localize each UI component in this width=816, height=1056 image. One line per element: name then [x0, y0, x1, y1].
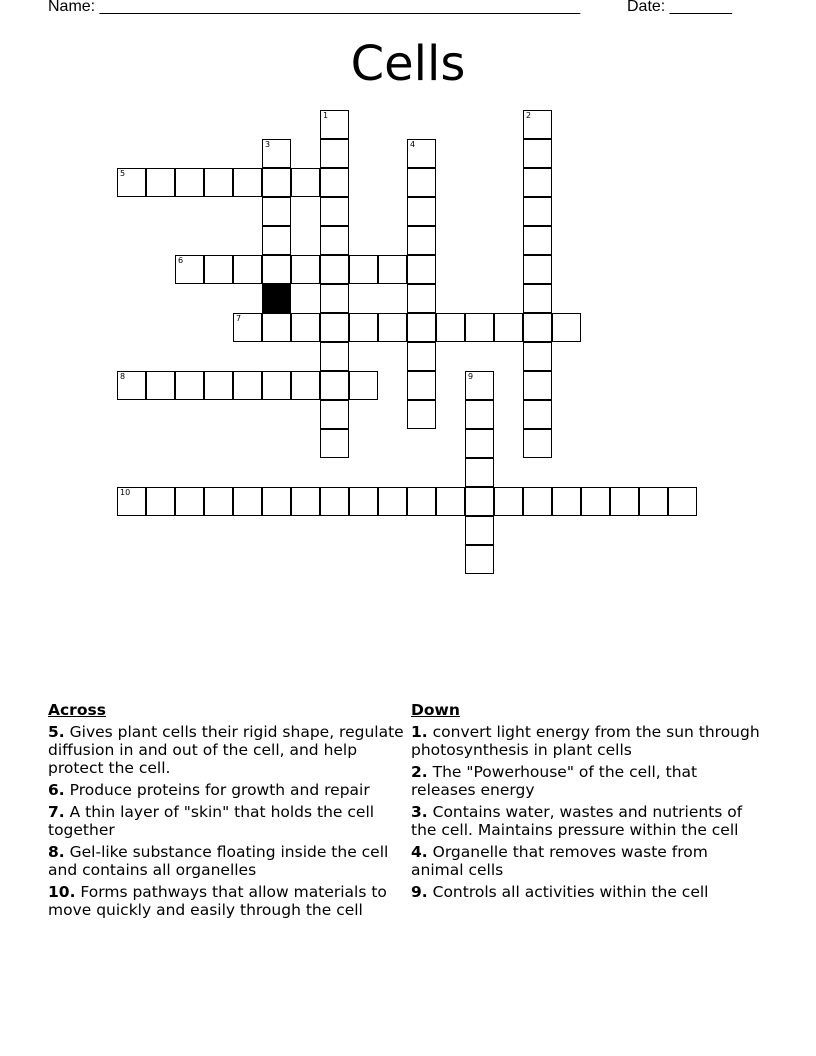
grid-cell[interactable]	[117, 371, 146, 400]
grid-cell[interactable]	[262, 255, 291, 284]
cell-number: 2	[526, 111, 532, 120]
grid-cell[interactable]	[175, 371, 204, 400]
clue-number: 3.	[411, 803, 428, 821]
grid-cell[interactable]	[233, 255, 262, 284]
clue-across-7	[48, 803, 404, 839]
grid-cell[interactable]	[639, 487, 668, 516]
grid-cell[interactable]	[610, 487, 639, 516]
grid-cell[interactable]	[175, 487, 204, 516]
grid-cell[interactable]	[320, 313, 349, 342]
down-clues	[411, 700, 761, 905]
grid-cell[interactable]	[465, 400, 494, 429]
clue-down-9	[411, 883, 761, 901]
grid-cell[interactable]	[320, 371, 349, 400]
grid-cell[interactable]	[320, 255, 349, 284]
clue-text: Gel-like substance floating inside the cell and contains all organelles	[48, 843, 389, 879]
clue-text: Gives plant cells their rigid shape, regulate diffusion in and out of the cell, and help protect the cell.	[48, 723, 404, 777]
grid-cell[interactable]	[204, 487, 233, 516]
clue-text: Produce proteins for growth and repair	[69, 781, 370, 799]
grid-cell[interactable]	[233, 371, 262, 400]
across-heading: Across	[48, 701, 106, 719]
grid-cell[interactable]	[320, 139, 349, 168]
grid-cell[interactable]	[407, 487, 436, 516]
cell-number: 1	[323, 111, 329, 120]
grid-cell[interactable]	[436, 313, 465, 342]
cell-number: 5	[120, 169, 126, 178]
grid-cell[interactable]	[523, 284, 552, 313]
grid-cell[interactable]	[378, 255, 407, 284]
grid-cell[interactable]	[349, 371, 378, 400]
grid-cell[interactable]	[320, 400, 349, 429]
grid-cell[interactable]	[320, 168, 349, 197]
grid-cell[interactable]	[320, 226, 349, 255]
clue-number: 1.	[411, 723, 428, 741]
grid-cell[interactable]	[407, 255, 436, 284]
cell-number: 9	[468, 372, 474, 381]
cell-number: 10	[120, 488, 131, 497]
clue-number: 6.	[48, 781, 65, 799]
grid-cell[interactable]	[204, 255, 233, 284]
grid-cell[interactable]	[349, 313, 378, 342]
grid-cell[interactable]	[523, 487, 552, 516]
grid-cell[interactable]	[204, 371, 233, 400]
grid-cell[interactable]	[117, 168, 146, 197]
grid-cell[interactable]	[465, 487, 494, 516]
clue-text: convert light energy from the sun through photosynthesis in plant cells	[411, 723, 760, 759]
grid-cell[interactable]	[233, 313, 262, 342]
grid-cell[interactable]	[262, 197, 291, 226]
date-field[interactable]: Date: _______	[627, 0, 732, 15]
grid-cell[interactable]	[320, 487, 349, 516]
grid-cell[interactable]	[465, 545, 494, 574]
grid-cell[interactable]	[523, 197, 552, 226]
clue-number: 8.	[48, 843, 65, 861]
cell-number: 4	[410, 140, 416, 149]
grid-cell[interactable]	[407, 139, 436, 168]
grid-cell[interactable]	[262, 371, 291, 400]
clue-number: 10.	[48, 883, 76, 901]
clue-number: 5.	[48, 723, 65, 741]
grid-cell[interactable]	[465, 371, 494, 400]
grid-cell[interactable]	[407, 342, 436, 371]
grid-cell[interactable]	[320, 197, 349, 226]
grid-cell[interactable]	[407, 197, 436, 226]
grid-cell[interactable]	[291, 487, 320, 516]
grid-cell[interactable]	[146, 168, 175, 197]
clue-down-2	[411, 763, 761, 799]
grid-cell[interactable]	[523, 313, 552, 342]
grid-cell[interactable]	[523, 342, 552, 371]
grid-cell[interactable]	[291, 371, 320, 400]
grid-cell[interactable]	[291, 168, 320, 197]
grid-cell-blocked	[262, 284, 291, 313]
grid-cell[interactable]	[378, 313, 407, 342]
clue-number: 9.	[411, 883, 428, 901]
grid-cell[interactable]	[465, 516, 494, 545]
down-heading: Down	[411, 701, 460, 719]
grid-cell[interactable]	[494, 487, 523, 516]
clue-text: Controls all activities within the cell	[432, 883, 709, 901]
page-title: Cells	[350, 36, 466, 92]
grid-cell[interactable]	[465, 458, 494, 487]
grid-cell[interactable]	[407, 313, 436, 342]
grid-cell[interactable]	[320, 284, 349, 313]
grid-cell[interactable]	[175, 168, 204, 197]
grid-cell[interactable]	[117, 487, 146, 516]
grid-cell[interactable]	[262, 313, 291, 342]
grid-cell[interactable]	[552, 487, 581, 516]
grid-cell[interactable]	[320, 110, 349, 139]
name-field[interactable]: Name: ______________________________________________________	[48, 0, 581, 15]
cell-number: 3	[265, 140, 271, 149]
grid-cell[interactable]	[407, 168, 436, 197]
grid-cell[interactable]	[407, 226, 436, 255]
grid-cell[interactable]	[494, 313, 523, 342]
clue-text: Organelle that removes waste from animal cells	[411, 843, 708, 879]
grid-cell[interactable]	[407, 371, 436, 400]
clue-text: Forms pathways that allow materials to move quickly and easily through the cell	[48, 883, 387, 919]
grid-cell[interactable]	[407, 284, 436, 313]
grid-cell[interactable]	[262, 139, 291, 168]
clue-across-10	[48, 883, 404, 919]
grid-cell[interactable]	[523, 110, 552, 139]
across-clues	[48, 700, 404, 923]
grid-cell[interactable]	[523, 168, 552, 197]
grid-cell[interactable]	[291, 313, 320, 342]
grid-cell[interactable]	[465, 313, 494, 342]
clue-text: A thin layer of "skin" that holds the cell together	[48, 803, 375, 839]
clue-number: 7.	[48, 803, 65, 821]
clue-number: 4.	[411, 843, 428, 861]
grid-cell[interactable]	[233, 168, 262, 197]
clue-number: 2.	[411, 763, 428, 781]
grid-cell[interactable]	[262, 487, 291, 516]
grid-cell[interactable]	[465, 429, 494, 458]
grid-cell[interactable]	[581, 487, 610, 516]
clue-text: The "Powerhouse" of the cell, that releases energy	[411, 763, 698, 799]
grid-cell[interactable]	[523, 429, 552, 458]
grid-cell[interactable]	[175, 255, 204, 284]
grid-cell[interactable]	[291, 255, 320, 284]
grid-cell[interactable]	[349, 255, 378, 284]
grid-cell[interactable]	[552, 313, 581, 342]
grid-cell[interactable]	[523, 139, 552, 168]
grid-cell[interactable]	[233, 487, 262, 516]
grid-cell[interactable]	[146, 371, 175, 400]
cell-number: 8	[120, 372, 126, 381]
grid-cell[interactable]	[523, 400, 552, 429]
cell-number: 6	[178, 256, 184, 265]
grid-cell[interactable]	[349, 487, 378, 516]
clue-down-3	[411, 803, 761, 839]
cell-number: 7	[236, 314, 242, 323]
clue-across-6	[48, 781, 404, 799]
grid-cell[interactable]	[668, 487, 697, 516]
grid-cell[interactable]	[523, 255, 552, 284]
grid-cell[interactable]	[262, 168, 291, 197]
clue-down-4	[411, 843, 761, 879]
grid-cell[interactable]	[436, 487, 465, 516]
clue-down-1	[411, 723, 761, 759]
grid-cell[interactable]	[320, 429, 349, 458]
clue-across-5	[48, 723, 404, 777]
grid-cell[interactable]	[523, 226, 552, 255]
grid-cell[interactable]	[523, 371, 552, 400]
grid-cell[interactable]	[146, 487, 175, 516]
grid-cell[interactable]	[204, 168, 233, 197]
clue-text: Contains water, wastes and nutrients of the cell. Maintains pressure within the cell	[411, 803, 743, 839]
clue-across-8	[48, 843, 404, 879]
grid-cell[interactable]	[320, 342, 349, 371]
grid-cell[interactable]	[407, 400, 436, 429]
grid-cell[interactable]	[262, 226, 291, 255]
grid-cell[interactable]	[378, 487, 407, 516]
